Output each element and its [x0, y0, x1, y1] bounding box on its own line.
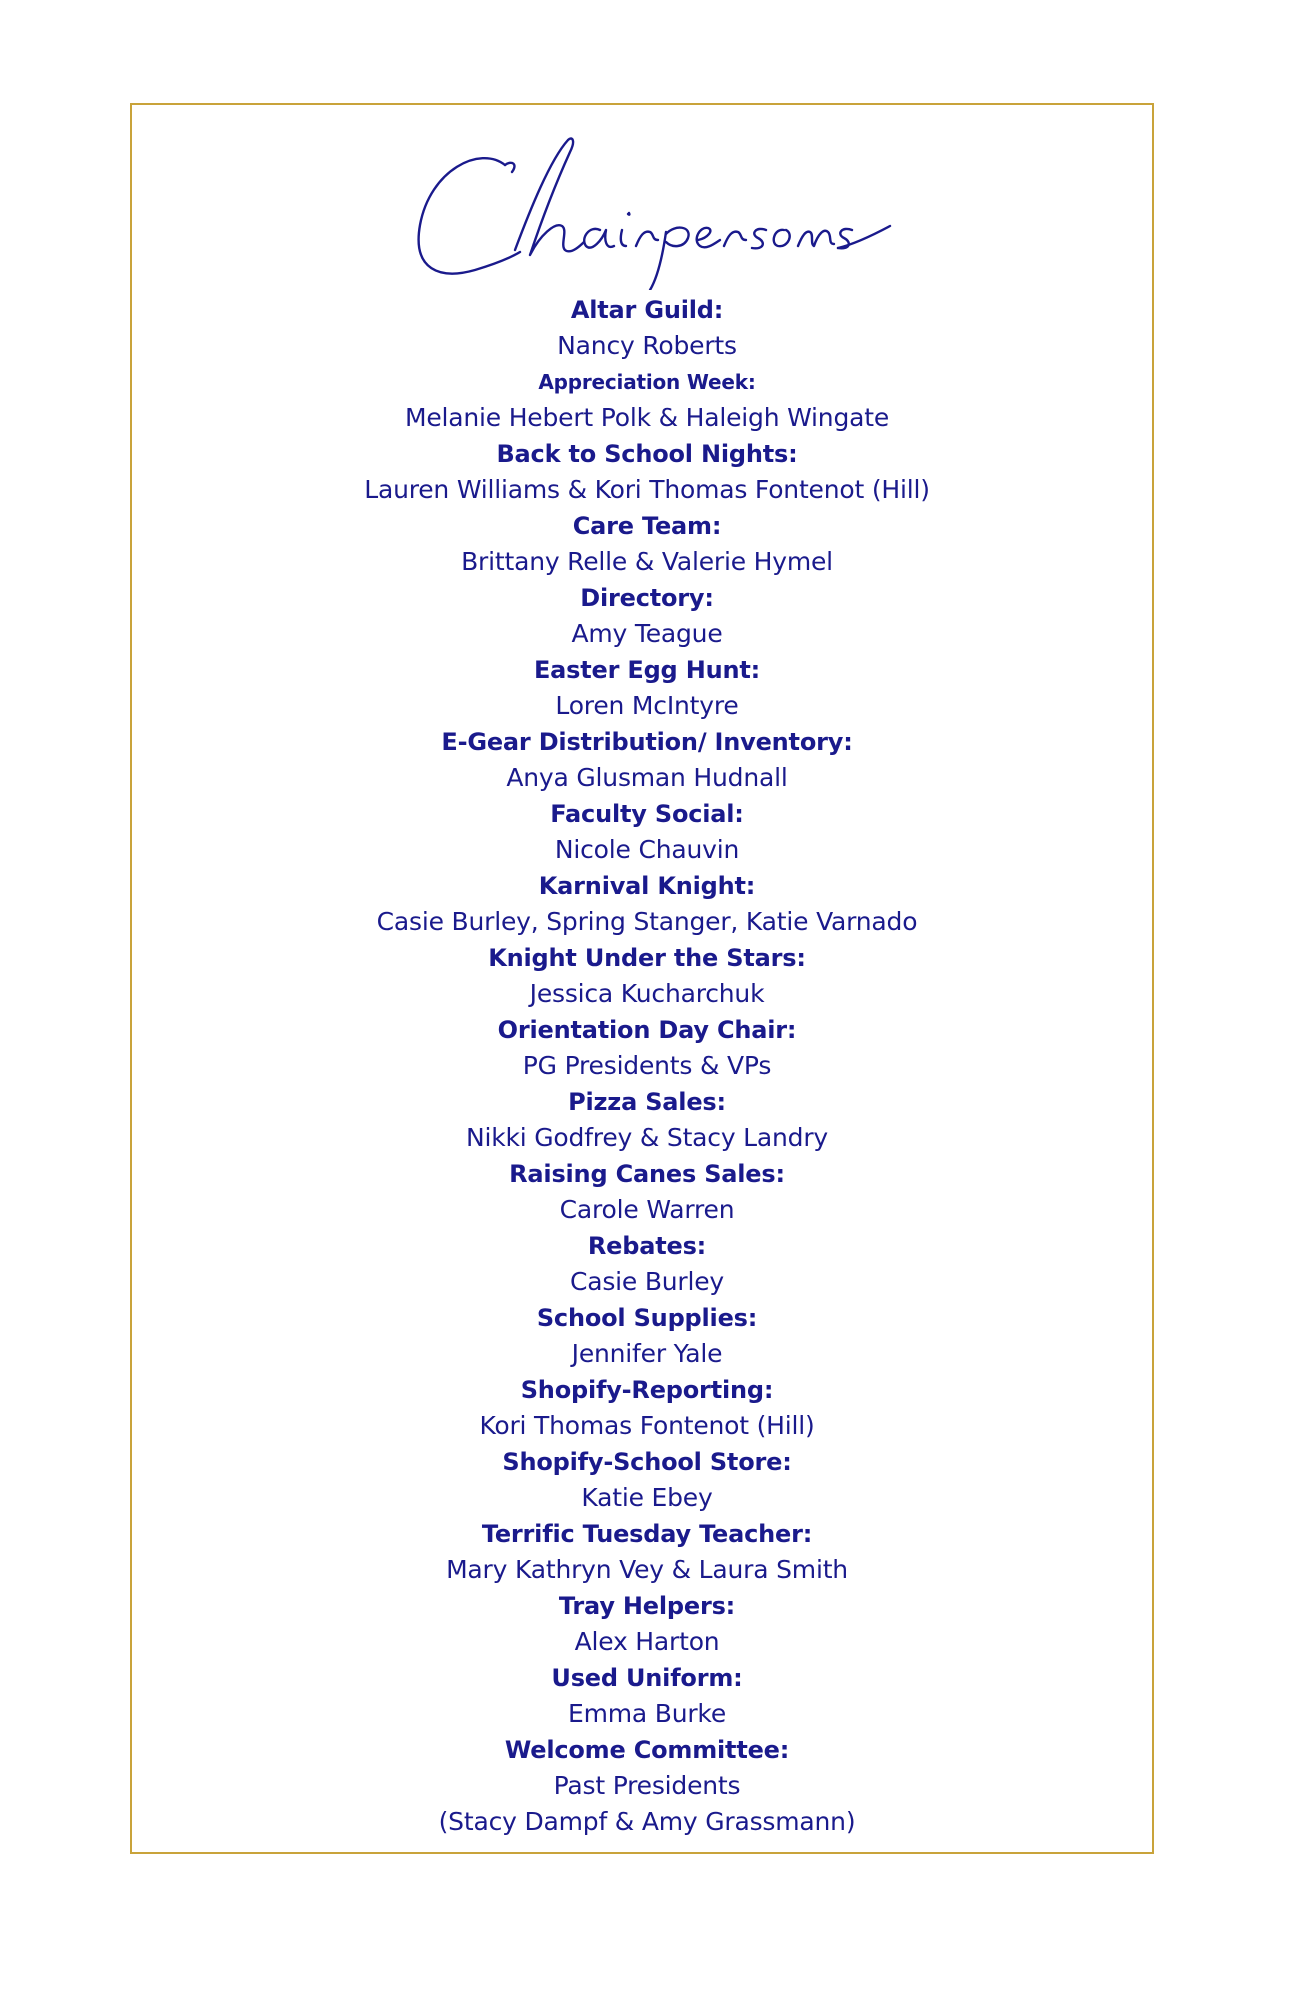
- names-text: Casie Burley: [569, 1267, 725, 1296]
- names-text: Casie Burley, Spring Stanger, Katie Varnado: [376, 907, 918, 936]
- role-label: Orientation Day Chair:: [497, 1016, 797, 1044]
- page-title: [0, 130, 1294, 290]
- role-label: Karnival Knight:: [538, 872, 756, 900]
- names-text: Melanie Hebert Polk & Haleigh Wingate: [404, 403, 890, 432]
- list-item: [0, 1732, 1294, 1840]
- role-label: Altar Guild:: [570, 296, 724, 324]
- list-item: [0, 1588, 1294, 1660]
- names-text: Jessica Kucharchuk: [529, 979, 765, 1008]
- role-label: Directory:: [580, 584, 714, 612]
- names-text: Loren McIntyre: [555, 691, 739, 720]
- role-label: E-Gear Distribution/ Inventory:: [441, 728, 853, 756]
- role-label: Knight Under the Stars:: [488, 944, 806, 972]
- list-item: [0, 724, 1294, 796]
- list-item: [0, 940, 1294, 1012]
- list-item: [0, 508, 1294, 580]
- list-item: [0, 1228, 1294, 1300]
- names-text: PG Presidents & VPs: [522, 1051, 772, 1080]
- list-item: [0, 1516, 1294, 1588]
- list-item: [0, 1012, 1294, 1084]
- names-text: Jennifer Yale: [571, 1339, 723, 1368]
- list-item: [0, 796, 1294, 868]
- names-text: Lauren Williams & Kori Thomas Fontenot (Hill): [364, 475, 930, 504]
- list-item: [0, 1084, 1294, 1156]
- names-text: Katie Ebey: [581, 1483, 713, 1512]
- names-text: Kori Thomas Fontenot (Hill): [479, 1411, 815, 1440]
- list-item: [0, 1300, 1294, 1372]
- names-text: Past Presidents: [553, 1771, 741, 1800]
- names-text: Nancy Roberts: [557, 331, 737, 360]
- list-item: [0, 868, 1294, 940]
- list-item: [0, 652, 1294, 724]
- role-label: Rebates:: [587, 1232, 707, 1260]
- list-item: [0, 1444, 1294, 1516]
- names-text: Emma Burke: [567, 1699, 726, 1728]
- names-text-continued: (Stacy Dampf & Amy Grassmann): [438, 1807, 856, 1836]
- list-item: [0, 1372, 1294, 1444]
- role-label: Welcome Committee:: [504, 1736, 790, 1764]
- role-label: Pizza Sales:: [568, 1088, 726, 1116]
- list-item: [0, 436, 1294, 508]
- list-item: [0, 364, 1294, 436]
- names-text: Amy Teague: [571, 619, 723, 648]
- role-label: Terrific Tuesday Teacher:: [481, 1520, 813, 1548]
- role-label: Tray Helpers:: [558, 1592, 736, 1620]
- list-item: [0, 1156, 1294, 1228]
- role-label: Raising Canes Sales:: [509, 1160, 785, 1188]
- names-text: Nikki Godfrey & Stacy Landry: [465, 1123, 829, 1152]
- names-text: Nicole Chauvin: [554, 835, 740, 864]
- names-text: Alex Harton: [574, 1627, 720, 1656]
- names-text: Anya Glusman Hudnall: [506, 763, 788, 792]
- role-label: Faculty Social:: [550, 800, 744, 828]
- names-text: Brittany Relle & Valerie Hymel: [461, 547, 833, 576]
- names-text: Carole Warren: [559, 1195, 735, 1224]
- names-text: Mary Kathryn Vey & Laura Smith: [446, 1555, 848, 1584]
- role-label: Shopify-School Store:: [502, 1448, 792, 1476]
- role-label: Appreciation Week:: [538, 370, 756, 394]
- list-item: [0, 1660, 1294, 1732]
- chairpersons-list: [0, 292, 1294, 1840]
- list-item: [0, 292, 1294, 364]
- role-label: Back to School Nights:: [496, 440, 798, 468]
- script-title-lettering: [400, 130, 900, 290]
- role-label: Care Team:: [572, 512, 722, 540]
- role-label: Used Uniform:: [551, 1664, 743, 1692]
- list-item: [0, 580, 1294, 652]
- role-label: Shopify-Reporting:: [520, 1376, 774, 1404]
- role-label: Easter Egg Hunt:: [533, 656, 761, 684]
- role-label: School Supplies:: [536, 1304, 758, 1332]
